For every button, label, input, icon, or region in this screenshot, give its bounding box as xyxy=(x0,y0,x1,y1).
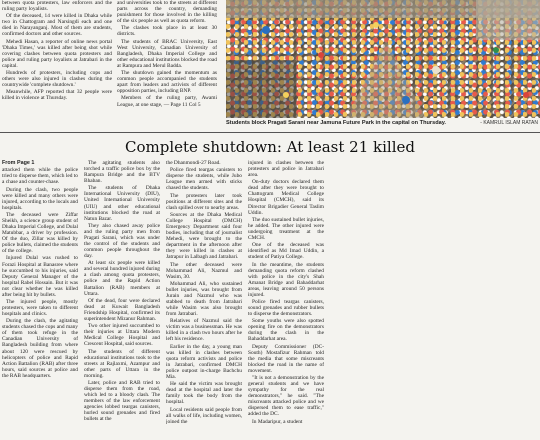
photo-credit: - KAMRUL ISLAM RATAN xyxy=(480,120,538,126)
paragraph: Sources at the Dhaka Medical College Hospital (DMCH) Emergency Department said four bodies, including that of journalist Mehedi, were brought to the department in the afternoon after they were killed in clashes at Jatrapur in Lalbagh and Jatrabari. xyxy=(166,211,242,261)
article-column-1 xyxy=(2,160,78,440)
paragraph: One of the deceased was identified as Md Imad Uddin, a student of Patiya College. xyxy=(248,242,324,261)
article-column-3 xyxy=(166,160,242,440)
paragraph: During the clash, two people were killed and many others were injured, according to the locals and hospitals. xyxy=(2,186,78,211)
paragraph: Earlier in the day, a young man was killed in clashes between quota reform activists and police in Jatrabari, confirmed DMCH police outpost in-charge Bachchu Mia. xyxy=(166,343,242,380)
paragraph: In the meantime, the students demanding quota reform clashed with police in the city's Shah Amanat Bridge and Bahaddarhat areas, leaving around 50 persons injured. xyxy=(248,261,324,298)
protest-photo xyxy=(226,0,540,118)
from-page-label: From Page 1 xyxy=(2,160,35,166)
paragraph: Deputy Commissioner (DC-South) Mostafizur Rahman told the media that some miscreants blocked the road in the name of movement. xyxy=(248,343,324,374)
paragraph: Later, police and RAB tried to disperse them from the road, which led to a bloody clash. The members of the law enforcement agencies lobbed teargas canisters, hurled sound grenades and fired bullets at the xyxy=(84,379,160,423)
paragraph: During the clash, the agitating students chased the cops and many of them took refuge in the Canadian University of Bangladesh building from where about 120 were rescued by helicopters of police and Rapid Action Battalion (RAB) after three hours, said sources at police and the RAB headquarters. xyxy=(2,318,78,379)
paragraph: The deceased were Ziffar Sheikh, a science group student of Dhaka Imperial College, and Dulal Matubbar, a driver by profession. Of the duo, Zillar was killed by police bullets, claimed the students of the college. xyxy=(2,211,78,255)
paragraph: between quota protesters, law enforcers and the ruling party loyalists. xyxy=(2,0,112,13)
paragraph: Mohammad Ali, who sustained bullet injuries, was brought from Jurain and Nazmul who was stabbed to death from Jatrabari while Wasim was also brought from Jatrabari. xyxy=(166,280,242,318)
paragraph: Some youths were also spotted opening fire on the demonstrators during the clash in the Bahaddarhat area. xyxy=(248,318,324,343)
section-divider xyxy=(0,132,540,133)
paragraph: The students of different educational institutions took to the streets at Rajlaxmi, Azampur and other parts of Uttara in the morning. xyxy=(84,348,160,379)
paragraph: "It is not a demonstration by the general students and we have sympathy for the real demonstrators," he said. "The miscreants attacked police and we dispersed them to ease traffic," added the DC. xyxy=(248,375,324,418)
paragraph: Mehedi Hasan, a reporter of online news portal 'Dhaka Times,' was killed after being shot while covering clashes between quota protesters and police and ruling party loyalists at Jatrabari in the capital. xyxy=(2,38,112,69)
paragraph: They also chased away police and the ruling party men from Pragati Sarani, which was under the control of the students and common people throughout the day. xyxy=(84,222,160,260)
photo-caption xyxy=(226,120,538,126)
crowd-scene-illustration xyxy=(226,0,540,118)
paragraph: Hundreds of protesters, including cops and others were also injured in clashes during the countrywide 'complete shutdown.' xyxy=(2,70,112,89)
paragraph: In Madaripur, a student xyxy=(252,418,303,425)
article-column-2 xyxy=(84,160,160,440)
paragraph: Meanwhile, AFP reported that 32 people were killed in violence at Thursday. xyxy=(2,89,112,102)
article-column-4 xyxy=(248,160,324,440)
paragraph: He said the victim was brought dead at the hospital and later the family took the body from the hospital. xyxy=(166,381,242,406)
paragraph: injured in clashes between the protesters and police in Jatrabari area. xyxy=(248,160,324,179)
paragraph: The clashes took place in at least 30 districts. xyxy=(117,25,217,38)
paragraph: Local residents said people from all walks of life, including women, joined the xyxy=(166,406,242,425)
paragraph: The protesters later took positions at different sites and the clash spilled over to nearby areas. xyxy=(166,192,242,211)
paragraph: Of the deceased, 14 were killed in Dhaka while two in Chattogram and Narsingdi each and one died in Narayanganj. Most of them are students, confirmed doctors and other sources. xyxy=(2,13,112,38)
paragraph: At least six people were killed and several hundred injured during a clash among quota protesters, police and the Rapid Action Battalion (RAB) members at Uttara. xyxy=(84,260,160,297)
paragraph: Injured Dulal was rushed to Forazi Hospital at Banasree where he succumbed to his injuries, said Deputy General Manager of the hospital Rabel Hossain. But it was not clear whether he was killed after being hit by bullets. xyxy=(2,255,78,298)
paragraph: The students of BRAC University, East West University, Canadian University of Bangladesh, Dhaka Imperial College and other educational institutions blocked the road at Rampura and Merul Badda. xyxy=(117,38,217,69)
photo-caption-text: Students block Pragati Sarani near Jamuna Future Park in the capital on Thursday. xyxy=(226,120,446,126)
paragraph: On-duty doctors declared them dead after they were brought to Chattogram Medical College Hospital (CMCH), said its Director Brigadier General Taslim Uddin. xyxy=(248,179,324,216)
top-story-column-1 xyxy=(2,0,112,120)
article-headline: Complete shutdown: At least 21 killed xyxy=(125,138,415,156)
paragraph: the Dhanmondi-27 Road. xyxy=(166,160,221,166)
paragraph: and universities took to the streets at different parts across the country, demanding punishment for those involved in the killing of the six people as well as quota reform. xyxy=(117,0,217,25)
paragraph: The agitating students also torched a traffic police box by the Rampura Bridge and the BTV Bhaban. xyxy=(84,160,160,185)
paragraph: The injured people, mostly protesters, were taken to different hospitals and clinics. xyxy=(2,298,78,318)
paragraph: The shutdown gained the momentum as common people accompanied the students apart from leaders and activists of different opposition parties, including BNP. xyxy=(117,70,217,95)
paragraph: Members of the ruling party, Awami League, at one stage, — Page 11 Col 5 xyxy=(117,95,217,108)
paragraph: Police fired teargas canisters, sound grenades and rubber bullets to disperse the demonstrators. xyxy=(248,298,324,318)
paragraph: Relatives of Nazmul said the victim was a businessman. He was killed in a clash two hours after he left his residence. xyxy=(166,318,242,343)
paragraph: Of the dead, four were declared dead at Kuwait Bangladesh Friendship Hospital, confirmed its superintendent Mizanur Rahman. xyxy=(84,297,160,322)
top-story-column-2 xyxy=(117,0,217,120)
paragraph: The students of Dhaka International University (DIU), United International University (UIU) and other educational institutions blocked the road at Natun Bazar. xyxy=(84,185,160,222)
paragraph: The duo sustained bullet injuries, he added. The other injured were undergoing treatment at the CMCH. xyxy=(248,216,324,241)
paragraph: Police fired teargas canisters to disperse the students, while Jubo League men armed with sticks chased the students. xyxy=(166,167,242,192)
paragraph: attacked them while the police tried to disperse them, which led to a chase and counter-chase. xyxy=(2,167,78,186)
paragraph: The other deceased were Mohammad Ali, Nazmul and Wasim, 30. xyxy=(166,261,242,280)
paragraph: Two other injured succumbed to their injuries at Uttara Modern Medical College Hospital and Crescent Hospital, said sources. xyxy=(84,323,160,348)
